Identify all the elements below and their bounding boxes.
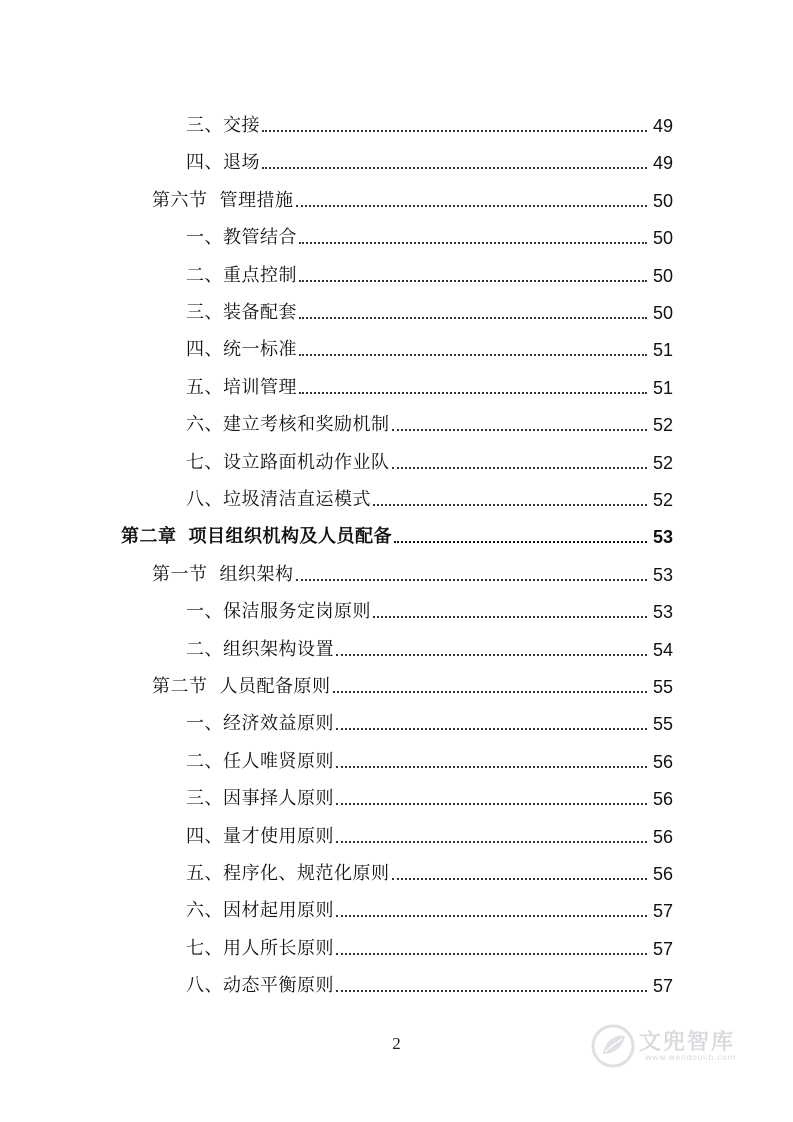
toc-item-entry[interactable]	[0, 362, 793, 399]
toc-entry-title: 退场	[223, 152, 260, 174]
toc-dot-leader	[299, 280, 647, 282]
toc-entry-number: 二、	[186, 638, 223, 660]
toc-entry-label	[0, 190, 294, 212]
watermark-brand: 文兜智库	[639, 1030, 736, 1055]
toc-entry-title: 因事择人原则	[223, 788, 334, 810]
toc-dot-leader	[296, 579, 648, 581]
toc-item-entry[interactable]	[0, 137, 793, 174]
toc-entry-number: 五、	[186, 376, 223, 398]
toc-entry-page: 53	[652, 527, 673, 548]
toc-entry-title: 程序化、规范化原则	[223, 863, 390, 884]
toc-item-entry[interactable]	[0, 250, 793, 287]
toc-item-entry[interactable]	[0, 287, 793, 324]
toc-entry-page: 50	[652, 190, 673, 211]
toc-dot-leader	[299, 317, 647, 319]
toc-entry-number: 第六节	[152, 189, 208, 211]
toc-entry-label	[0, 938, 334, 960]
toc-entry-label	[0, 452, 390, 474]
toc-item-entry[interactable]	[0, 885, 793, 922]
toc-dot-leader	[392, 878, 648, 880]
toc-entry-number: 四、	[186, 825, 223, 847]
toc-entry-page: 56	[652, 789, 673, 810]
toc-entry-label	[0, 115, 260, 137]
toc-entry-label	[0, 788, 334, 810]
leaf-logo-icon	[591, 1024, 635, 1068]
toc-entry-number: 三、	[186, 115, 223, 136]
toc-dot-leader	[336, 766, 647, 768]
toc-entry-number: 六、	[186, 414, 223, 436]
toc-item-entry[interactable]	[0, 960, 793, 997]
toc-item-entry[interactable]	[0, 848, 793, 885]
toc-entry-label	[0, 564, 294, 586]
toc-entry-label	[0, 377, 297, 399]
toc-entry-number: 三、	[186, 788, 223, 810]
toc-entry-title: 垃圾清洁直运模式	[223, 489, 371, 510]
toc-entry-label	[0, 900, 334, 922]
toc-entry-page: 57	[652, 938, 673, 959]
toc-entry-number: 六、	[186, 900, 223, 922]
toc-entry-number: 第二章	[121, 526, 177, 548]
toc-dot-leader	[392, 467, 648, 469]
toc-entry-number: 七、	[186, 937, 223, 959]
toc-entry-title: 动态平衡原则	[223, 975, 334, 997]
toc-dot-leader	[336, 990, 647, 992]
toc-entry-label	[0, 489, 371, 511]
toc-entry-title: 设立路面机动作业队	[223, 451, 390, 473]
toc-dot-leader	[394, 541, 647, 543]
toc-item-entry[interactable]	[0, 811, 793, 848]
toc-entry-page: 51	[652, 340, 673, 361]
toc-entry-number: 二、	[186, 264, 223, 286]
toc-entry-title: 教管结合	[223, 227, 297, 249]
toc-dot-leader	[373, 504, 647, 506]
toc-entry-number: 四、	[186, 339, 223, 361]
toc-entry-label	[0, 302, 297, 324]
toc-entry-title: 组织架构	[219, 563, 294, 585]
toc-dot-leader	[333, 691, 648, 693]
toc-dot-leader	[373, 616, 647, 618]
toc-entry-page: 54	[652, 639, 673, 660]
toc-item-entry[interactable]	[0, 698, 793, 735]
toc-entry-label	[0, 863, 390, 885]
toc-dot-leader	[299, 392, 647, 394]
toc-entry-number: 七、	[186, 451, 223, 473]
toc-entry-title: 经济效益原则	[223, 713, 334, 735]
toc-dot-leader	[336, 654, 647, 656]
toc-entry-title: 统一标准	[223, 339, 297, 361]
toc-entry-title: 交接	[223, 115, 260, 136]
toc-entry-label	[0, 526, 392, 548]
toc-entry-page: 56	[652, 751, 673, 772]
toc-dot-leader	[296, 205, 648, 207]
toc-entry-page: 50	[652, 265, 673, 286]
toc-dot-leader	[336, 841, 647, 843]
toc-entry-page: 51	[652, 377, 673, 398]
toc-entry-page: 53	[652, 564, 673, 585]
toc-entry-label	[0, 639, 334, 661]
toc-entry-title: 装备配套	[223, 302, 297, 323]
toc-entry-number: 第一节	[152, 563, 208, 585]
toc-item-entry[interactable]	[0, 212, 793, 249]
toc-entry-label	[0, 975, 334, 997]
toc-item-entry[interactable]	[0, 399, 793, 436]
watermark-url: www.wendoulib.com	[645, 1053, 736, 1062]
toc-item-entry[interactable]	[0, 474, 793, 511]
toc-item-entry[interactable]	[0, 324, 793, 361]
toc-entry-title: 因材起用原则	[223, 900, 334, 922]
toc-entry-page: 50	[652, 228, 673, 249]
toc-dot-leader	[262, 167, 647, 169]
toc-entry-page: 56	[652, 864, 673, 884]
toc-entry-page: 52	[652, 452, 673, 473]
toc-dot-leader	[336, 953, 647, 955]
toc-item-entry[interactable]	[0, 773, 793, 810]
toc-entry-label	[0, 339, 297, 361]
toc-dot-leader	[299, 354, 647, 356]
watermark	[591, 1022, 751, 1072]
toc-entry-page: 53	[652, 602, 673, 623]
toc-item-entry[interactable]	[0, 736, 793, 773]
toc-entry-page: 49	[652, 116, 673, 136]
toc-entry-title: 管理措施	[219, 189, 294, 211]
toc-entry-number: 四、	[186, 152, 223, 174]
toc-entry-title: 重点控制	[223, 264, 297, 286]
toc-entry-label	[0, 826, 334, 848]
toc-item-entry[interactable]	[0, 100, 793, 137]
toc-item-entry[interactable]	[0, 437, 793, 474]
toc-dot-leader	[336, 803, 647, 805]
toc-item-entry[interactable]	[0, 624, 793, 661]
toc-entry-number: 八、	[186, 975, 223, 997]
toc-entry-number: 三、	[186, 302, 223, 323]
toc-entry-page: 55	[652, 714, 673, 735]
toc-entry-label	[0, 265, 297, 287]
toc-entry-number: 第二节	[152, 676, 208, 697]
toc-entry-label	[0, 676, 331, 698]
toc-dot-leader	[299, 242, 647, 244]
toc-entry-title: 组织架构设置	[223, 638, 334, 660]
toc-entry-number: 一、	[186, 601, 223, 623]
toc-dot-leader	[262, 130, 647, 132]
toc-entry-page: 50	[652, 303, 673, 323]
toc-item-entry[interactable]	[0, 923, 793, 960]
toc-entry-label	[0, 713, 334, 735]
toc-entry-page: 52	[652, 490, 673, 510]
toc-entry-number: 二、	[186, 750, 223, 772]
toc-entry-label	[0, 414, 390, 436]
toc-entry-number: 一、	[186, 713, 223, 735]
toc-entry-title: 项目组织机构及人员配备	[188, 526, 392, 548]
toc-dot-leader	[336, 728, 647, 730]
toc-entry-page: 55	[652, 677, 673, 697]
toc-entry-page: 49	[652, 153, 673, 174]
toc-entry-number: 五、	[186, 863, 223, 884]
toc-entry-label	[0, 601, 371, 623]
toc-entry-title: 建立考核和奖励机制	[223, 414, 390, 436]
toc-entry-label	[0, 227, 297, 249]
toc-entry-title: 量才使用原则	[223, 825, 334, 847]
toc-dot-leader	[336, 915, 647, 917]
toc-entry-page: 57	[652, 976, 673, 997]
toc-entry-title: 培训管理	[223, 376, 297, 398]
toc-entry-page: 56	[652, 826, 673, 847]
toc-entry-title: 人员配备原则	[219, 676, 331, 697]
toc-entry-number: 一、	[186, 227, 223, 249]
toc-dot-leader	[392, 429, 648, 431]
toc-section-entry[interactable]	[0, 549, 793, 586]
page-number: 2	[392, 1034, 401, 1053]
toc-chapter-entry[interactable]	[0, 511, 793, 548]
toc-section-entry[interactable]	[0, 175, 793, 212]
toc-entry-label	[0, 152, 260, 174]
toc-section-entry[interactable]	[0, 661, 793, 698]
toc-entry-title: 保洁服务定岗原则	[223, 601, 371, 623]
toc-entry-page: 52	[652, 415, 673, 436]
toc-entry-title: 任人唯贤原则	[223, 750, 334, 772]
toc-entry-page: 57	[652, 901, 673, 922]
toc-entry-number: 八、	[186, 489, 223, 510]
toc-entry-label	[0, 751, 334, 773]
toc-item-entry[interactable]	[0, 586, 793, 623]
toc-entry-title: 用人所长原则	[223, 937, 334, 959]
